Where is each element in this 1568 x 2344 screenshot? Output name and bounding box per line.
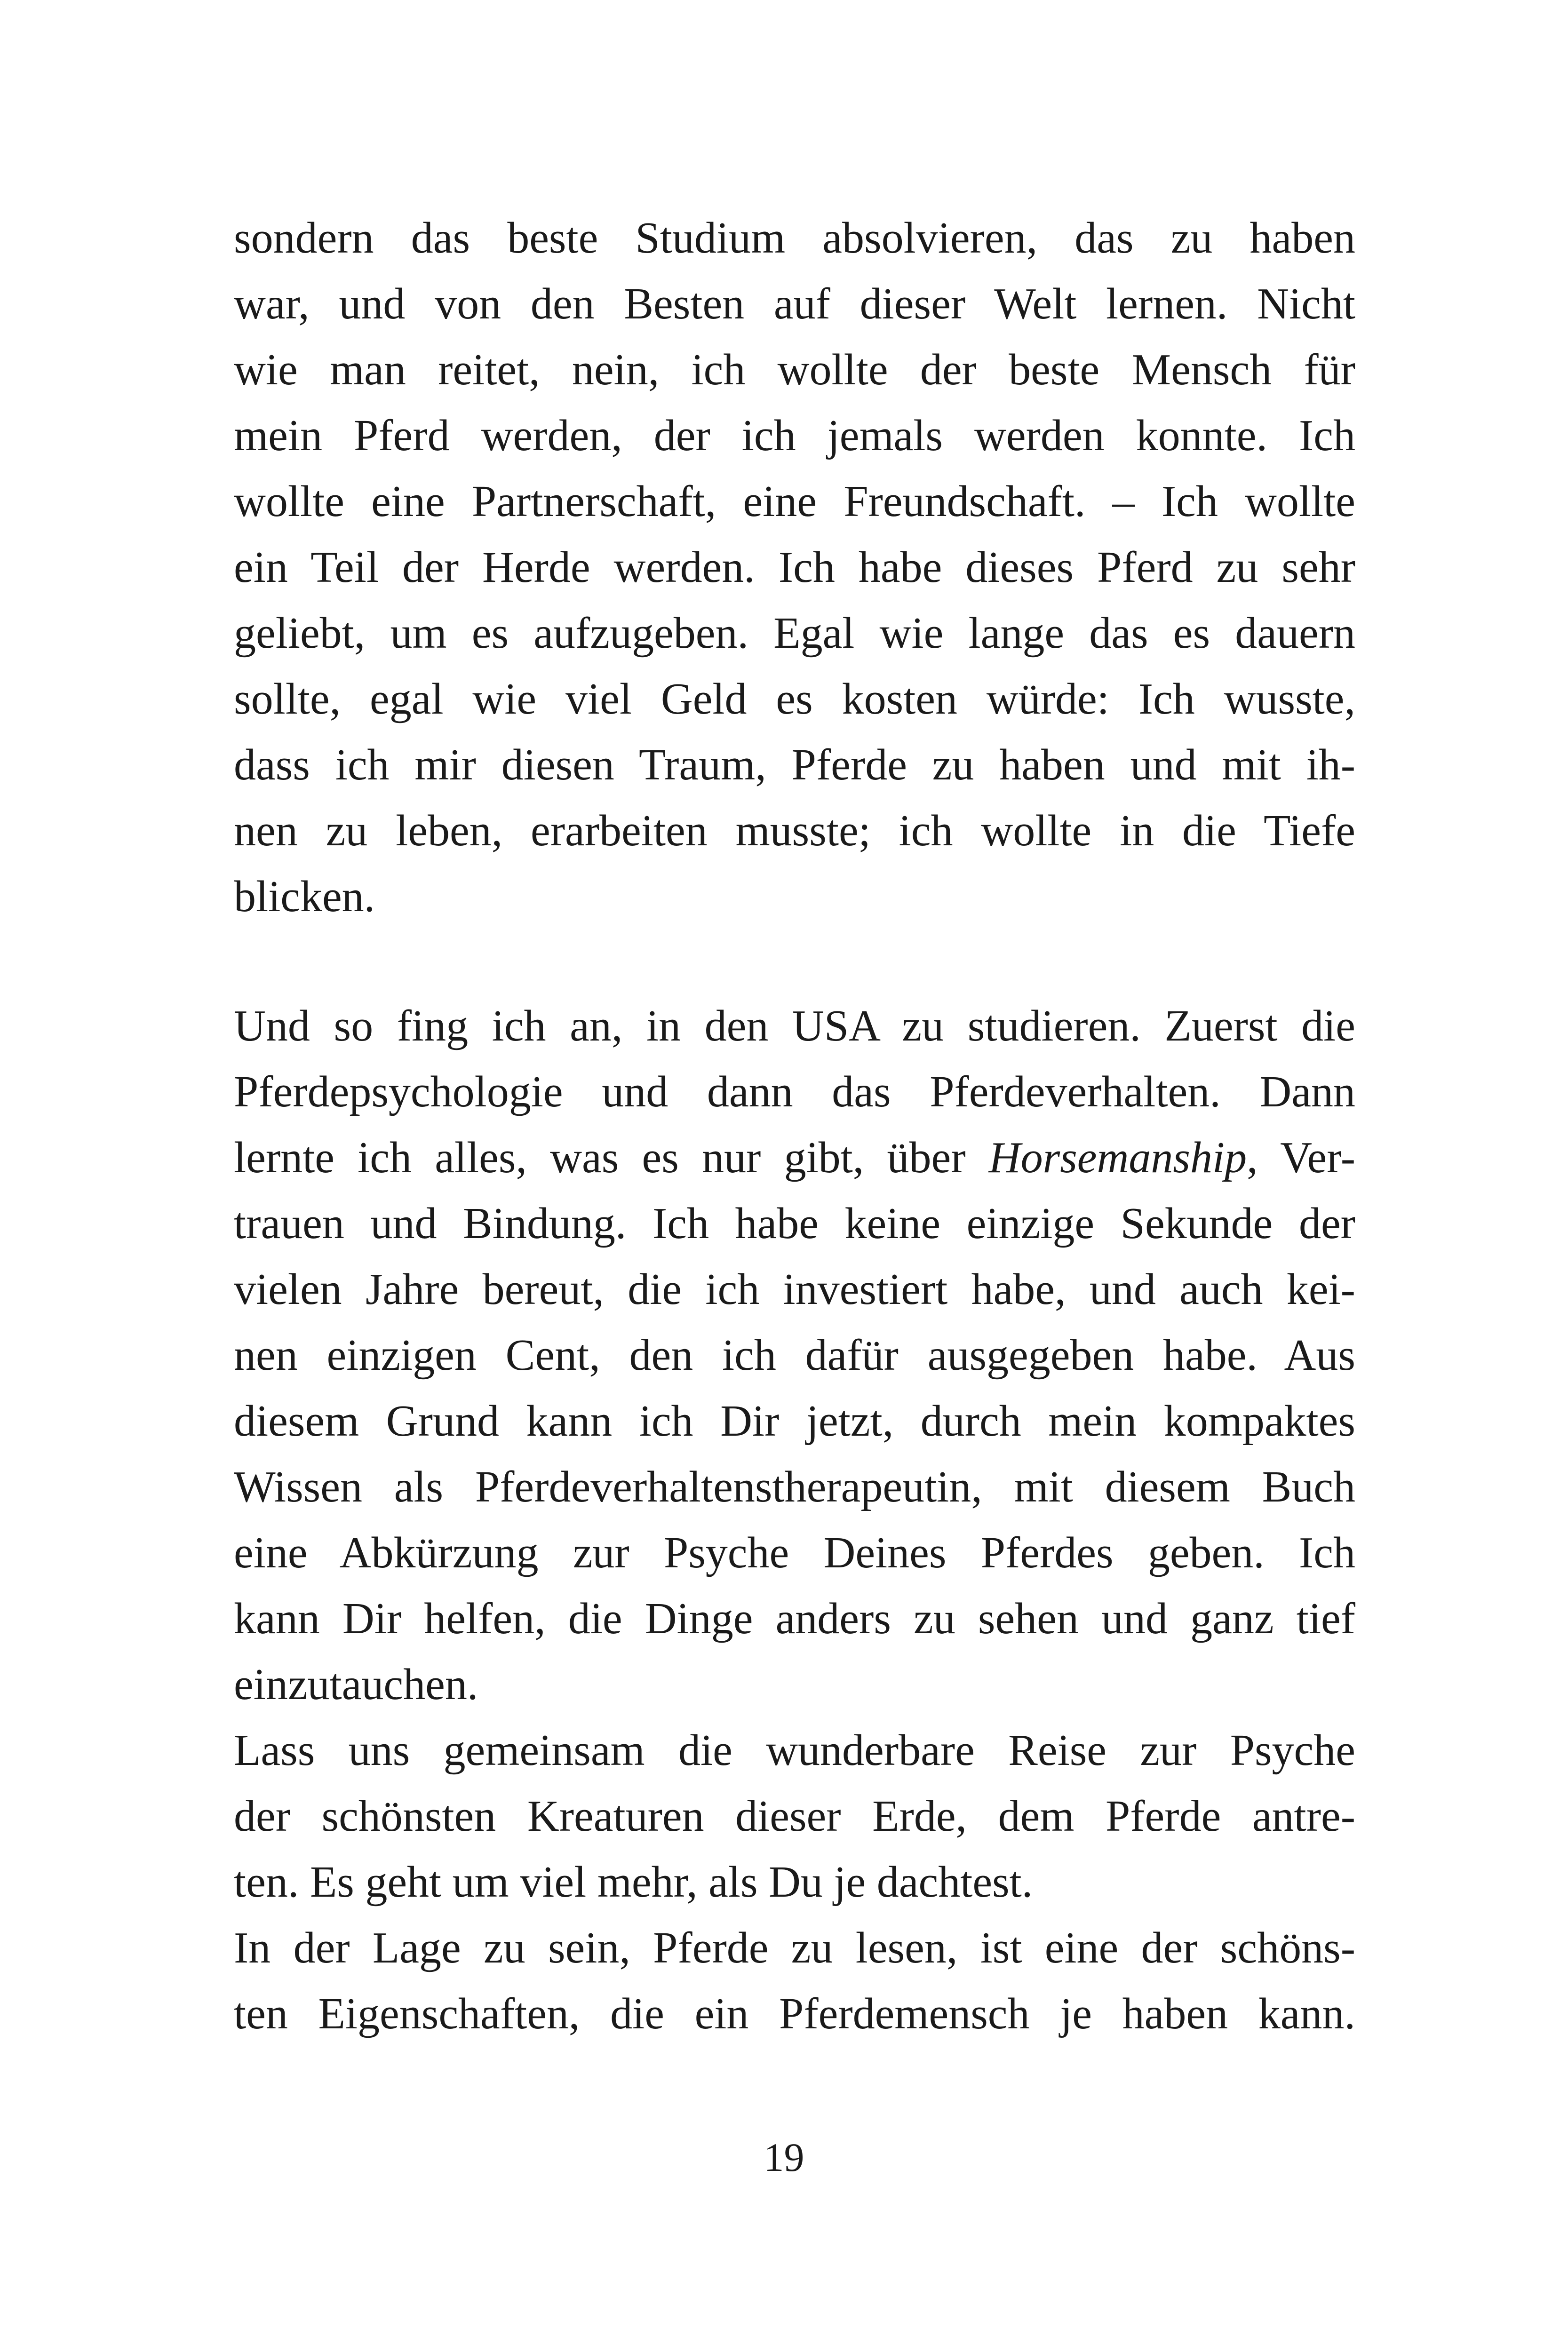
text-segment: , Ver-	[1247, 1133, 1355, 1182]
text-line: Lass uns gemeinsam die wunderbare Reise zur Psyche	[234, 1726, 1355, 1775]
text-line: In der Lage zu sein, Pferde zu lesen, ist eine der schöns-	[234, 1923, 1355, 1972]
text-line: geliebt, um es aufzugeben. Egal wie lange das es dauern	[234, 609, 1355, 658]
text-line: Pferdepsychologie und dann das Pferdeverhalten. Dann	[234, 1067, 1355, 1116]
text-line: kann Dir helfen, die Dinge anders zu sehen und ganz tief	[234, 1594, 1355, 1643]
emphasized-term: Horsemanship	[988, 1133, 1247, 1182]
text-line: sondern das beste Studium absolvieren, das zu haben	[234, 214, 1355, 262]
text-line: mein Pferd werden, der ich jemals werden konnte. Ich	[234, 411, 1355, 460]
page-number: 19	[764, 2135, 804, 2180]
text-line: eine Abkürzung zur Psyche Deines Pferdes geben. Ich	[234, 1528, 1355, 1577]
text-line: ten Eigenschaften, die ein Pferdemensch je haben kann.	[234, 1989, 1355, 2038]
text-line: diesem Grund kann ich Dir jetzt, durch mein kompaktes	[234, 1397, 1355, 1446]
text-line-with-emphasis	[234, 1125, 1355, 1191]
text-line: nen zu leben, erarbeiten musste; ich wollte in die Tiefe	[234, 806, 1355, 855]
text-line: nen einzigen Cent, den ich dafür ausgegeben habe. Aus	[234, 1331, 1355, 1380]
text-line: blicken.	[234, 872, 375, 921]
text-line: dass ich mir diesen Traum, Pferde zu haben und mit ih-	[234, 740, 1355, 789]
text-line: der schönsten Kreaturen dieser Erde, dem Pferde antre-	[234, 1792, 1355, 1841]
text-line: wollte eine Partnerschaft, eine Freundschaft. – Ich wollte	[234, 477, 1355, 526]
text-line: wie man reitet, nein, ich wollte der beste Mensch für	[234, 345, 1355, 394]
text-line: ein Teil der Herde werden. Ich habe dieses Pferd zu sehr	[234, 543, 1355, 592]
text-line: war, und von den Besten auf dieser Welt lernen. Nicht	[234, 279, 1355, 328]
text-line: trauen und Bindung. Ich habe keine einzige Sekunde der	[234, 1199, 1355, 1248]
text-line: vielen Jahre bereut, die ich investiert habe, und auch kei-	[234, 1265, 1355, 1314]
paragraph-1	[234, 205, 1355, 930]
text-segment: lernte ich alles, was es nur gibt, über	[234, 1133, 989, 1182]
text-line: ten. Es geht um viel mehr, als Du je dachtest.	[234, 1858, 1033, 1907]
text-line: sollte, egal wie viel Geld es kosten würde: Ich wusste,	[234, 675, 1355, 723]
text-line: einzutauchen.	[234, 1660, 478, 1709]
text-line: Wissen als Pferdeverhaltenstherapeutin, mit diesem Buch	[234, 1462, 1355, 1511]
text-line: Und so fing ich an, in den USA zu studieren. Zuerst die	[234, 1001, 1355, 1050]
paragraph-2	[234, 993, 1355, 2047]
